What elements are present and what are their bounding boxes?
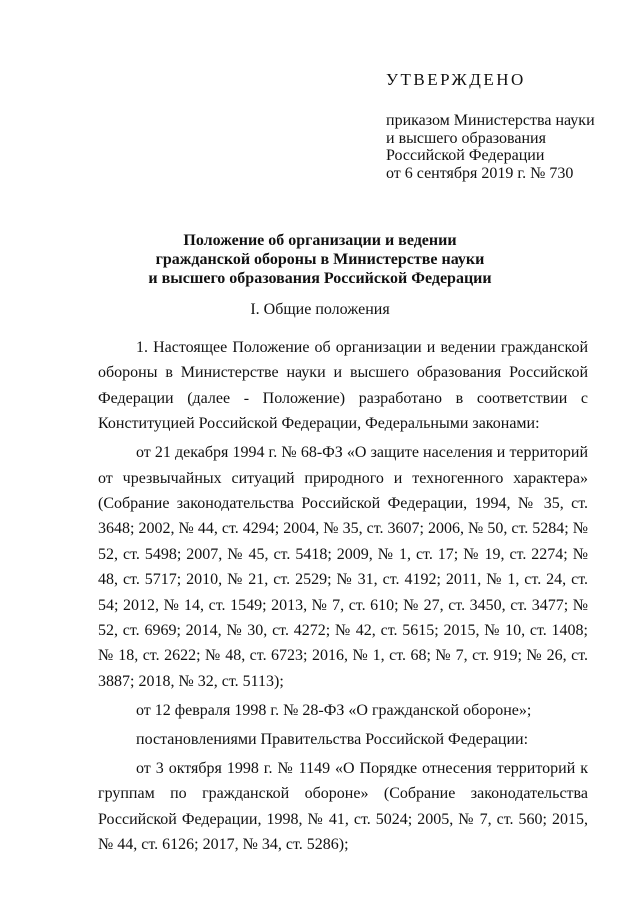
approval-line: Российской Федерации	[386, 147, 545, 164]
paragraph: от 3 октября 1998 г. № 1149 «О Порядке отнесения территорий к группам по гражданской обороне» (Собрание законодательства Российской Федерации, 1998, № 41, ст. 5024; 2005, № 7, ст. 560; 2015, № 44, ст. 6126; 2017, № 34, ст. 5286);	[98, 759, 588, 854]
document-title-line: Положение об организации и ведении	[183, 232, 457, 249]
document-title	[120, 231, 520, 288]
paragraph: от 12 февраля 1998 г. № 28-ФЗ «О гражданской обороне»;	[136, 701, 532, 719]
document-title-line: гражданской обороны в Министерстве науки	[155, 251, 485, 268]
approval-line: и высшего образования	[386, 129, 546, 147]
document-title-line: и высшего образования Российской Федерации	[148, 270, 492, 287]
approval-stamp	[386, 70, 626, 182]
paragraph: от 21 декабря 1994 г. № 68-ФЗ «О защите населения и территорий от чрезвычайных ситуаций природного и техногенного характера» (Собрание законодательства Российской Федерации, 1994, № 35, ст. 3648; 2002, № 44, ст. 4294; 2004, № 35, ст. 3607; 2006, № 50, ст. 5284; № 52, ст. 5498; 2007, № 45, ст. 5418; 2009, № 1, ст. 17; № 19, ст. 2274; № 48, ст. 5717; 2010, № 21, ст. 2529; № 31, ст. 4192; 2011, № 1, ст. 24, ст. 54; 2012, № 14, ст. 1549; 2013, № 7, ст. 610; № 27, ст. 3450, ст. 3477; № 52, ст. 6969; 2014, № 30, ст. 4272; № 42, ст. 5615; 2015, № 10, ст. 1408; № 18, ст. 2622; № 48, ст. 6723; 2016, № 1, ст. 68; № 7, ст. 919; № 26, ст. 3887; 2018, № 32, ст. 5113);	[98, 444, 588, 690]
approval-title: УТВЕРЖДЕНО	[386, 70, 526, 89]
paragraph: постановлениями Правительства Российской Федерации:	[136, 730, 529, 748]
document-body	[98, 335, 588, 861]
section-heading: I. Общие положения	[250, 301, 390, 318]
approval-line: от 6 сентября 2019 г. № 730	[386, 164, 574, 182]
paragraph: 1. Настоящее Положение об организации и ведении гражданской обороны в Министерстве науки и высшего образования Российской Федерации (далее - Положение) разработано в соответствии с Конституцией Российской Федерации, Федеральными законами:	[98, 339, 588, 433]
approval-line: приказом Министерства науки	[386, 112, 595, 129]
